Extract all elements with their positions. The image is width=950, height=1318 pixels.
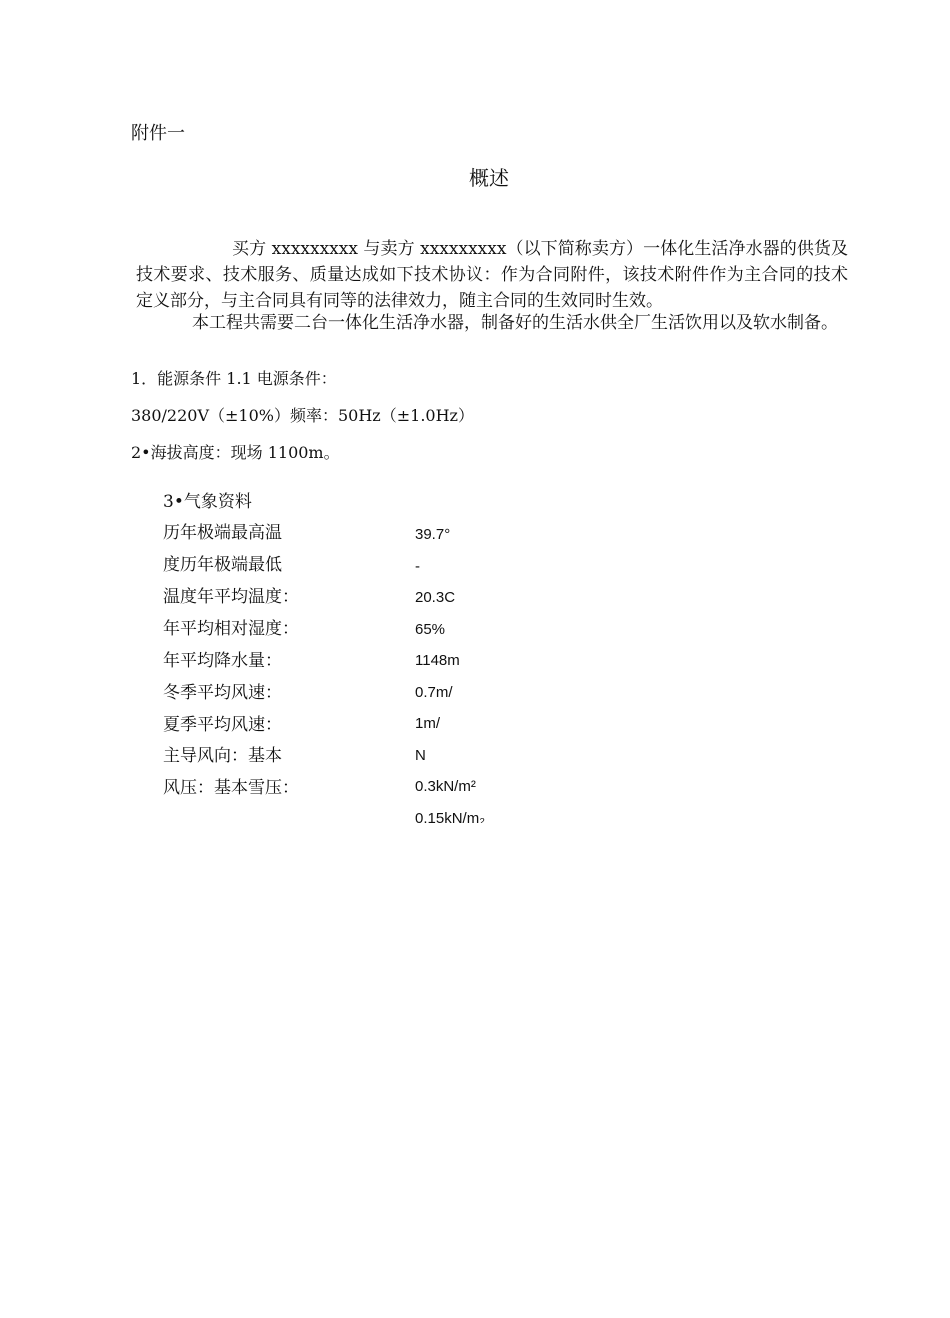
weather-label: 年平均降水量： bbox=[163, 651, 282, 671]
weather-label: 风压：基本雪压： bbox=[163, 778, 299, 798]
weather-value: 0.15kN/m₂ bbox=[415, 810, 486, 823]
weather-label: 夏季平均风速： bbox=[163, 715, 282, 735]
weather-label: 主导风向：基本 bbox=[163, 746, 282, 766]
scope-paragraph: 本工程共需要二台一体化生活净水器，制备好的生活水供全厂生活饮用以及软水制备。 bbox=[192, 313, 838, 333]
page-title: 概述 bbox=[469, 166, 509, 190]
weather-value: 1m/ bbox=[415, 715, 441, 728]
altitude-line: 2•海拔高度：现场 1100m。 bbox=[131, 443, 340, 462]
weather-value: 39.7° bbox=[415, 526, 451, 539]
weather-value: 0.3kN/m² bbox=[415, 778, 476, 791]
weather-label: 历年极端最高温 bbox=[163, 523, 282, 543]
weather-value: N bbox=[415, 747, 426, 760]
weather-value: 65% bbox=[415, 621, 446, 634]
intro-paragraph: 买方 xxxxxxxxx 与卖方 xxxxxxxxx（以下简称卖方）一体化生活净水器的供货及技术要求、技术服务、质量达成如下技术协议：作为合同附件，该技术附件作为主合同的技术定义部分，与主合同具有同等的法律效力，随主合同的生效同时生效。 bbox=[136, 239, 848, 311]
weather-label: 度历年极端最低 bbox=[163, 555, 282, 575]
weather-heading: 3•气象资料 bbox=[163, 492, 252, 512]
weather-label: 年平均相对湿度： bbox=[163, 619, 299, 639]
voltage-line: 380/220V（±10%）频率：50Hz（±1.0Hz） bbox=[131, 406, 474, 425]
energy-heading: 1．能源条件 1.1 电源条件： bbox=[131, 369, 337, 388]
attachment-label: 附件一 bbox=[131, 123, 185, 144]
weather-value: 1148m bbox=[415, 652, 460, 665]
weather-label: 温度年平均温度： bbox=[163, 587, 299, 607]
weather-label: 冬季平均风速： bbox=[163, 683, 282, 703]
weather-value: 0.7m/ bbox=[415, 684, 453, 697]
weather-value: - bbox=[415, 558, 420, 571]
weather-value: 20.3C bbox=[415, 589, 456, 602]
